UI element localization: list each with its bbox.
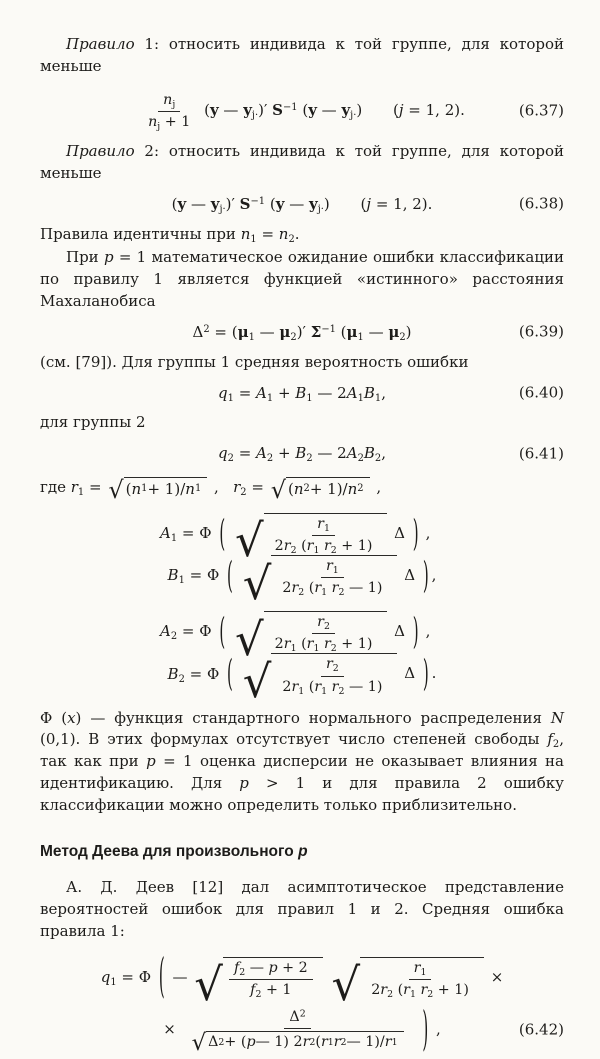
radical-sign-icon: √: [234, 514, 264, 568]
big-paren-right: ): [412, 609, 419, 654]
sqrt-B1: [242, 555, 398, 610]
radical-sign-icon: √: [242, 556, 272, 610]
where-mid: , $r_2$ =: [214, 477, 264, 498]
big-paren-left: (: [158, 948, 165, 1005]
sqrt-r2: [270, 475, 370, 504]
radicand: $\frac{f_2 — p + 2}{f_2 + 1}$: [223, 957, 323, 999]
fraction-numerator: $n_j$: [158, 92, 180, 112]
radicand: $\frac{r_1}{2r_2 (r_1 r_2 + 1)}$: [360, 957, 484, 999]
radical-sign-icon: √: [270, 475, 286, 504]
big-paren-left: (: [219, 609, 226, 654]
sqrt-denominator: [191, 1029, 404, 1056]
sqrt-A2: [234, 611, 387, 666]
delta-arg: Δ: [394, 622, 406, 641]
lhs: $B_2 = \Phi$: [167, 664, 220, 685]
comma: ,: [435, 1020, 441, 1038]
fraction-numerator: $\Delta^2$: [284, 1009, 310, 1029]
delta-arg: Δ: [404, 664, 416, 683]
radical-sign-icon: √: [234, 612, 264, 666]
ab-row-2: [40, 609, 564, 708]
paragraph-deev: А. Д. Деев [12] дал асимптотическое представление вероятностей ошибок для правил 1 и 2. Средняя ошибка правила 1:: [40, 878, 564, 940]
equation-6-39: [40, 323, 564, 342]
equation-6-37: [40, 92, 564, 131]
equation-6-41: [40, 444, 564, 463]
formula-condition: (j = 1, 2).: [393, 101, 465, 120]
formula-6-39: $\Delta^2 = (\mu_1$ — $\mu_2)'$ $\Sigma^{-1}$ ($\mu_1$ — $\mu_2$): [192, 323, 412, 344]
formula-6-38: [172, 195, 433, 214]
equation-6-42-line-1: [40, 948, 564, 1012]
radical-sign-icon: √: [194, 958, 223, 1012]
where-formula: [40, 475, 382, 504]
formula-6-42-line-1: [100, 948, 504, 1012]
formula-6-40: $q_1 = A_1 + B_1$ — $2A_1B_1$,: [218, 383, 386, 404]
fraction-642: [185, 1008, 411, 1056]
big-paren-right: ): [422, 652, 429, 696]
formula-6-37: [139, 92, 465, 131]
formula-A2: [160, 609, 422, 666]
times-sign: ×: [163, 1020, 176, 1038]
radical-sign-icon: √: [242, 655, 272, 708]
equation-6-40: [40, 384, 564, 403]
where-tail: ,: [376, 477, 382, 496]
lhs: $A_1 = \Phi$: [160, 523, 212, 544]
paragraph-rule2: Правило 2: относить индивида к той группе, для которой меньше: [40, 141, 564, 182]
radicand: ( n 2 + 1)/ n 2: [286, 477, 370, 499]
lhs: $A_2 = \Phi$: [160, 622, 212, 643]
paragraph-group-2: для группы 2: [40, 413, 146, 432]
sqrt-B2: [242, 653, 398, 708]
equation-number-6-38: (6.38): [518, 194, 564, 213]
fraction-denominator: $n_j + 1$: [148, 113, 191, 132]
sqrt-A1: [234, 513, 387, 568]
big-paren-left: (: [227, 652, 233, 696]
formula-B2: [167, 652, 432, 708]
formula-body: (y — $y_{j\cdot})'$ $S^{-1}$ (y — $y_{j\cdot}$): [171, 194, 330, 215]
equation-number-6-42: (6.42): [518, 1020, 564, 1039]
equation-number-6-41: (6.41): [518, 444, 564, 463]
big-paren-left: (: [219, 511, 226, 555]
equation-number-6-40: (6.40): [518, 383, 564, 402]
big-paren-right: ): [422, 553, 429, 597]
sqrt-f2: [194, 957, 322, 1012]
minus-sign: —: [172, 967, 188, 986]
radicand: $\frac{r_2}{2r_1 (r_1 r_2 — 1)}$: [271, 653, 397, 695]
paragraph-rule1: Правило 1: относить индивида к той группе, для которой меньше: [40, 35, 564, 75]
separator: ,: [425, 523, 440, 542]
radicand: ( n 1 + 1)/ n 1: [124, 477, 208, 499]
radical-sign-icon: √: [191, 1029, 207, 1056]
equation-6-42-line-2: [40, 1000, 564, 1057]
paragraph-p-equals-1: При p = 1 математическое ожидание ошибки классификации по правилу 1 является функцией «истинного» расстояния Махаланобиса: [40, 248, 564, 311]
delta-arg: Δ: [404, 566, 416, 585]
lhs: $q_1 = \Phi$: [100, 967, 152, 988]
formula-A1: [160, 511, 422, 568]
row-end: .: [431, 664, 437, 683]
formula-6-42-line-2: [163, 1000, 441, 1057]
big-paren-right: ): [412, 511, 419, 555]
section-heading: Метод Деева для произвольного p: [40, 843, 308, 861]
paragraph-rules-identical: Правила идентичны при $n_1 = n_2$.: [40, 224, 300, 245]
formula-condition: (j = 1, 2).: [360, 194, 433, 213]
formula-6-41: $q_2 = A_2 + B_2$ — $2A_2B_2$,: [218, 444, 386, 465]
radicand: Δ 2 + ( p — 1) 2 r 2 ( r 1 r 2 — 1)/ r 1: [206, 1031, 403, 1051]
formula-B1: [167, 553, 432, 610]
big-paren-left: (: [227, 553, 233, 597]
fraction-denominator: [185, 1029, 411, 1056]
separator: ,: [425, 622, 440, 641]
radicand: $\frac{r_2}{2r_1 (r_1 r_2 + 1)}$: [264, 611, 388, 653]
radicand: $\frac{r_1}{2r_2 (r_1 r_2 — 1)}$: [271, 555, 397, 597]
row-end: ,: [431, 566, 437, 585]
radical-sign-icon: √: [331, 958, 361, 1012]
where-lead: где $r_1$ =: [40, 477, 102, 498]
radicand: $\frac{r_1}{2r_2 (r_1 r_2 + 1)}$: [264, 513, 388, 555]
delta-arg: Δ: [394, 523, 406, 542]
ab-row-1: [40, 511, 564, 610]
equation-6-38: [40, 195, 564, 214]
fraction-637: [143, 92, 195, 131]
paragraph-see-79: (см. [79]). Для группы 1 средняя вероятность ошибки: [40, 352, 469, 371]
sqrt-r1: [108, 475, 207, 504]
radical-sign-icon: √: [108, 475, 124, 504]
times-sign: ×: [490, 967, 504, 986]
sqrt-r1-term: [331, 957, 484, 1012]
big-paren-right: ): [422, 1000, 429, 1057]
equation-number-6-37: (6.37): [518, 102, 564, 120]
paragraph-phi: Φ (x) — функция стандартного нормального распределения N (0,1). В этих формулах отсутствует число степеней свободы $f_2$, так как при p = 1 оценка дисперсии не оказывает влияния на идентификацию. Для p > 1 и для правила 2 ошибку классификации можно определить только приблизительно.: [40, 708, 565, 815]
where-line: [40, 475, 564, 504]
lhs: $B_1 = \Phi$: [167, 566, 220, 587]
formula-body: (y — $y_{j\cdot})'$ $S^{-1}$ (y — $y_{j\cdot}$): [204, 101, 363, 122]
equation-number-6-39: (6.39): [518, 323, 564, 342]
